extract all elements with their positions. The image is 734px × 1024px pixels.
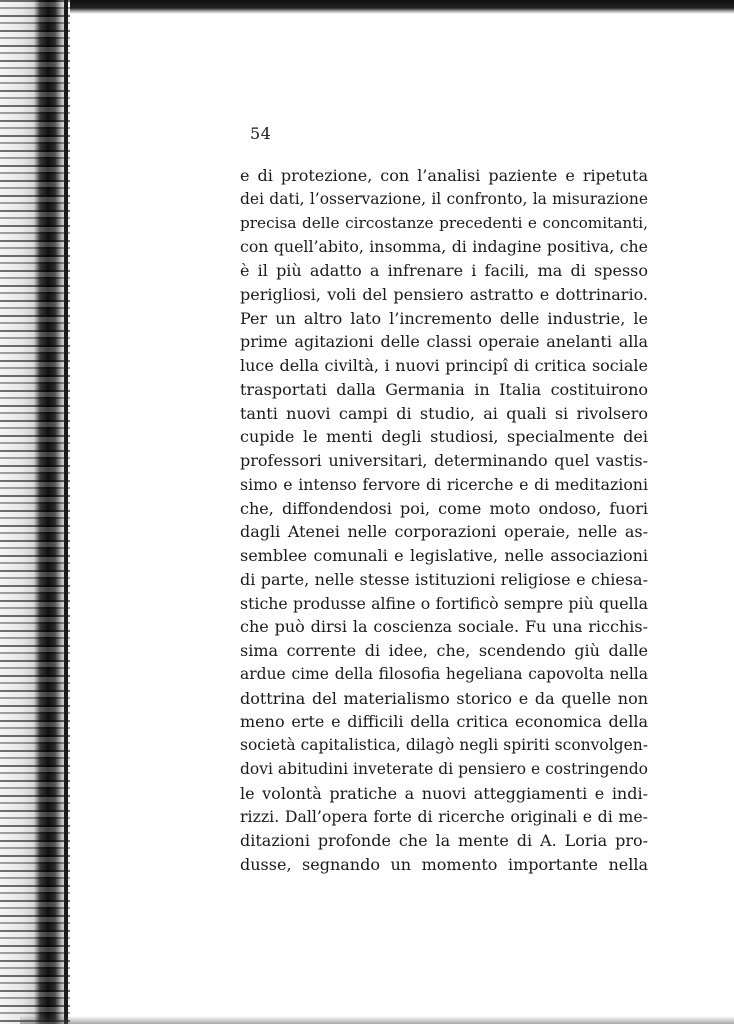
text-line: con quell’abito, insomma, di indagine positiva, che	[240, 237, 648, 257]
scan-binding-edge	[0, 0, 70, 1024]
text-line: meno erte e difficili della critica economica della	[240, 712, 648, 732]
text-line: e di protezione, con l’analisi paziente e ripetuta	[240, 166, 648, 185]
text-line: è il più adatto a infrenare i facili, ma di spesso	[240, 261, 648, 280]
scan-top-border	[0, 0, 734, 14]
text-line: professori universitari, determinando quel vastis-	[240, 451, 648, 470]
text-line: simo e intenso fervore di ricerche e di meditazioni	[240, 474, 648, 494]
text-line: precisa delle circostanze precedenti e concomitanti,	[240, 213, 648, 232]
text-line: sima corrente di idee, che, scendendo giù dalle	[240, 641, 648, 660]
text-line: che, diffondendosi poi, come moto ondoso, fuori	[240, 498, 648, 518]
body-text	[240, 164, 648, 877]
page-number: 54	[250, 124, 272, 143]
text-line: società capitalistica, dilagò negli spiriti sconvolgen-	[240, 736, 648, 754]
text-line: di parte, nelle stesse istituzioni religiose e chiesa-	[240, 569, 648, 589]
text-line: prime agitazioni delle classi operaie anelanti alla	[240, 332, 648, 352]
text-line: cupide le menti degli studiosi, specialmente dei	[240, 427, 648, 447]
text-line: ardue cime della filosofia hegeliana capovolta nella	[240, 664, 648, 683]
text-line: dovi abitudini inveterate di pensiero e costringendo	[240, 759, 648, 778]
text-line: dottrina del materialismo storico e da quelle non	[240, 688, 648, 708]
text-line: trasportati dalla Germania in Italia costituirono	[240, 379, 648, 399]
text-line: perigliosi, voli del pensiero astratto e dottrinario.	[240, 284, 648, 304]
text-line: che può dirsi la coscienza sociale. Fu una ricchis-	[240, 617, 648, 637]
text-line: luce della civiltà, i nuovi principî di critica sociale	[240, 356, 648, 375]
text-line: dei dati, l’osservazione, il confronto, la misurazione	[240, 189, 648, 208]
text-line: rizzi. Dall’opera forte di ricerche originali e di me-	[240, 807, 648, 827]
text-line: dusse, segnando un momento importante nella	[240, 854, 648, 874]
text-line: ditazioni profonde che la mente di A. Loria pro-	[240, 831, 648, 850]
text-line: semblee comunali e legislative, nelle associazioni	[240, 546, 648, 565]
text-line: le volontà pratiche a nuovi atteggiamenti e indi-	[240, 783, 648, 803]
text-line: dagli Atenei nelle corporazioni operaie, nelle as-	[240, 522, 648, 542]
text-line: Per un altro lato l’incremento delle industrie, le	[240, 308, 648, 328]
scan-bottom-border	[20, 1016, 734, 1024]
scan-page-edge	[64, 0, 68, 1024]
text-line: tanti nuovi campi di studio, ai quali si rivolsero	[240, 403, 648, 423]
text-line: stiche produsse alfine o fortificò sempre più quella	[240, 593, 648, 613]
